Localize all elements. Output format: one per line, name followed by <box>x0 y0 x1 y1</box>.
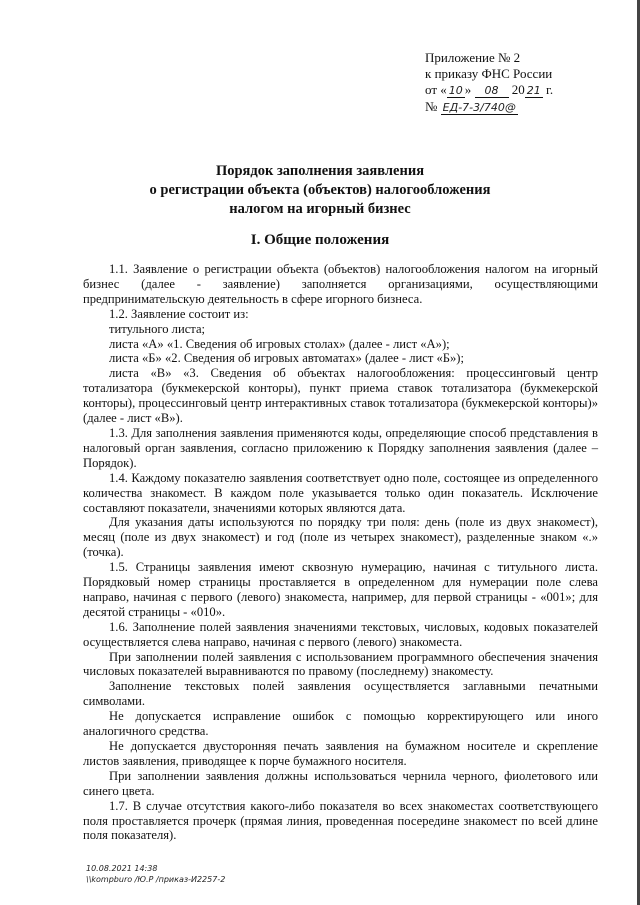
appendix-title: Приложение № 2 <box>425 50 521 65</box>
footer-file-path: \\kompburo /Ю.Р /приказ-И2257-2 <box>86 875 226 884</box>
paragraph-1-3: 1.3. Для заполнения заявления применяются коды, определяющие способ представления в налоговый орган заявления, согласно приложению к Порядку заполнения заявления (далее – Порядок). <box>83 425 598 470</box>
document-title <box>0 162 640 219</box>
date-day: 10 <box>448 84 463 97</box>
order-number: ЕД-7-3/740@ <box>442 101 516 114</box>
title-line-3: налогом на игорный бизнес <box>229 201 411 217</box>
date-year: 21 <box>526 84 541 97</box>
paragraph-text-fields: Заполнение текстовых полей заявления осуществляется заглавными печатными символами. <box>83 679 598 709</box>
document-body <box>83 262 598 843</box>
date-prefix: от « <box>425 82 447 97</box>
appendix-order-ref: к приказу ФНС России <box>425 66 553 81</box>
paragraph-1-4: 1.4. Каждому показателю заявления соответствует одно поле, состоящее из определенного количества знакомест. В каждом поле указывается только один показатель. Исключение составляют показатели, значениями которых являются дата. <box>83 470 598 515</box>
title-line-2: о регистрации объекта (объектов) налогообложения <box>149 182 491 198</box>
paragraph-ink-colors: При заполнении заявления должны использоваться чернила черного, фиолетового или синего цвета. <box>83 768 598 798</box>
paragraph-1-5: 1.5. Страницы заявления имеют сквозную нумерацию, начиная с титульного листа. Порядковый номер страницы проставляется в определенном для нумерации поле слева направо, начиная с первого (левого) знакоместа, например, для первой страницы - «001»; для десятой страницы - «010». <box>83 560 598 619</box>
paragraph-no-duplex: Не допускается двусторонняя печать заявления на бумажном носителе и скрепление листов заявления, приводящее к порче бумажного носителя. <box>83 739 598 768</box>
list-item-sheet-v: листа «В» «3. Сведения об объектах налогообложения: процессинговый центр тотализатора (букмекерской конторы), пункт приема ставок тотализатора (букмекерской конторы), процессинговый центр интерактивных ставок тотализатора (букмекерской конторы)» (далее - лист «В»). <box>83 366 598 426</box>
paragraph-1-1: 1.1. Заявление о регистрации объекта (объектов) налогообложения налогом на игорный бизнес (далее - заявление) заполняется организациями, осуществляющими предпринимательскую деятельность в сфере игорного бизнеса. <box>83 262 598 306</box>
title-line-1: Порядок заполнения заявления <box>215 163 425 179</box>
appendix-block <box>425 50 553 116</box>
number-prefix: № <box>425 99 438 114</box>
date-year-prefix: 20 <box>511 82 525 97</box>
section-heading: I. Общие положения <box>250 232 390 248</box>
print-footer <box>86 863 225 885</box>
date-month: 08 <box>475 84 509 98</box>
list-item-sheet-b: листа «Б» «2. Сведения об игровых автоматах» (далее - лист «Б»); <box>109 351 464 366</box>
paragraph-no-corrections: Не допускается исправление ошибок с помощью корректирующего или иного аналогичного средства. <box>83 709 598 739</box>
appendix-number-line <box>425 99 553 116</box>
date-mid: » <box>464 82 472 97</box>
paragraph-1-6: 1.6. Заполнение полей заявления значениями текстовых, числовых, кодовых показателей осуществляется слева направо, начиная с первого (левого) знакоместа. <box>83 619 598 649</box>
paragraph-1-7: 1.7. В случае отсутствия какого-либо показателя во всех знакоместах соответствующего поля проставляется прочерк (прямая линия, проведенная посередине знакомест по всей длине поля показателя). <box>83 798 598 843</box>
date-suffix: г. <box>546 82 554 97</box>
paragraph-software-fill: При заполнении полей заявления с использованием программного обеспечения значения числовых показателей выравниваются по правому (последнему) знакоместу. <box>83 649 598 679</box>
list-item-title-sheet: титульного листа; <box>109 321 206 336</box>
paragraph-1-2: 1.2. Заявление состоит из: <box>109 306 249 321</box>
appendix-date-line <box>425 82 553 99</box>
list-item-sheet-a: листа «А» «1. Сведения об игровых столах» (далее - лист «А»); <box>109 336 450 351</box>
paragraph-date-format: Для указания даты используются по порядку три поля: день (поле из двух знакомест), месяц (поле из двух знакомест) и год (поле из четырех знакомест), разделенные знаком «.» (точка). <box>83 515 598 560</box>
footer-timestamp: 10.08.2021 14:38 <box>86 864 158 873</box>
